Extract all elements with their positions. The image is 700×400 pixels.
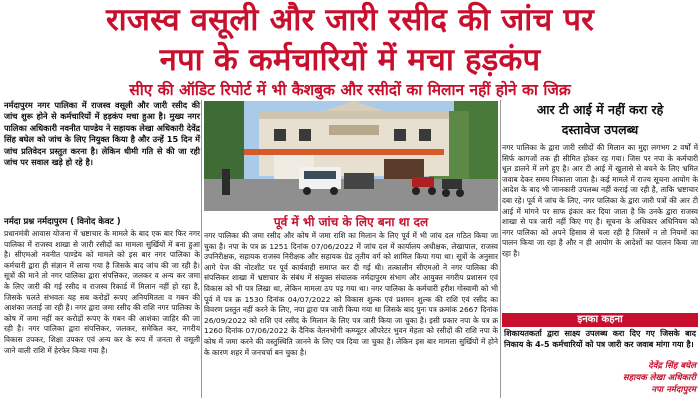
headline-line-1: राजस्व वसूली और जारी रसीद की जांच पर (105, 2, 595, 38)
headline (0, 0, 700, 80)
article-body-left: प्रधानमंत्री आवास योजना में भ्रष्टाचार के मामले के बाद एक बार फिर नगर पालिका में राजस्व शाखा से जारी रसीदों का मामला सुर्खियों में बना हुआ है। सीएमओ नवनीत पाण्डेय को मामले को इस बार नगर पालिका के कर्मचारी द्वारा ही संज्ञान में लाया गया है जिसके बाद जांच की जा रही है। सूत्रों की माने तो नगर पालिका द्वारा संपत्तिकर, जलकर व अन्य कर जमा के लिए जारी की गई रसीद व राजस्व रिकार्ड में मिलान नहीं हो रहा है, जिसके चलते संभवतः यह सब करोड़ों रूपए अनियमितता व गबन की आशंका जताई जा रही है। नगर द्वारा जमा रसीद की राशि नगर पालिका के कोष में जमा नहीं कर करोड़ों रूपए के गबन की आशंका जाहिर की जा रही है। नगर पालिका द्वारा संपत्तिकर, जलकर, समेकित कर, नगरीय विकास उपकर, शिक्षा उपकर एवं अन्य कर के रूप में जनता से वसूली जाने वाली राशि में हेरफेर किया गया है। (4, 229, 200, 355)
rti-section-heading (502, 100, 698, 142)
lead-paragraph: नर्मदापुरम नगर पालिका में राजस्व वसूली और जारी रसीद की जांच शुरू होने से कर्मचारियों में हड़कंप मचा हुआ है। मुख्य नगर पालिका अधिकारी नवनीत पाण्डेय ने सहायक लेखा अधिकारी देवेंद्र सिंह बघेल को जांच के लिए नियुक्त किया है और उन्हें 15 दिन में जांच प्रतिवेदन प्रस्तुत करना है। लेकिन धीमी गति से की जा रही जांच पर सवाल खड़े हो रहे है। (4, 100, 200, 168)
rti-heading-line-2: दस्तावेज उपलब्ध (561, 122, 639, 137)
column-divider-left (201, 100, 202, 398)
article-body-right: नगर पालिका के द्वारा जारी रसीदों की मिलान का मुद्दा लगभग 2 वर्षों में सिर्फ कागजों तक ही सीमित होकर रह गया। जिस पर नपा के कर्मचारी धूल डालने में लगे हुए है। आर टी आई में खुलासे से बचने के लिए भ्रमित जवाब देकर समय निकाला जाता है। कई मामले में राज्य सूचना आयोग के आदेश के बाद भी जानकारी उपलब्ध नहीं कराई जा रही है, ताकि भ्रष्टाचार दबा रहे। पूर्व में जांच के लिए, नगर पालिका के द्वारा जारी पत्रों की आर टी आई में मांगने पर साफ इंकार कर दिया जाता है कि उनके द्वारा राजस्व शाखा से पत्र जारी नहीं किए गए है। सूचना के अधिकार अधिनियम को नगर पालिका को अपने हिसाब से चला रही है जिसमें न तो नियमों का पालन किया जा रहा है और न ही आयोग के आदेशों का पालन किया जा रहा है। (502, 143, 698, 258)
subheadline: सीए की ऑडिट रिपोर्ट में भी कैशबुक और रसीदों का मिलान नहीं होने का जिक्र (129, 81, 571, 99)
official-role: सहायक लेखा अधिकारी (622, 373, 696, 383)
column-divider-right (500, 100, 501, 398)
municipal-building-photo (204, 101, 498, 211)
quote-attribution (560, 360, 696, 398)
official-name: देवेंद्र सिंह बघेल (648, 361, 696, 371)
official-organization: नपा नर्मदापुरम (651, 385, 696, 395)
news-photo (204, 101, 498, 211)
byline: नर्मदा प्रश्न नर्मदापुरम ( विनोद केवट ) (4, 217, 121, 227)
official-quote: शिकायतकर्ता द्वारा साक्ष्य उपलब्ध करा दिए गए जिसके बाद निकाय के 4-5 कर्मचारियों को पत्र जारी कर जवाब मांगा गया है। (504, 329, 696, 349)
rti-heading-line-1: आर टी आई में नहीं करा रहे (536, 102, 664, 117)
previous-inquiry-heading: पूर्व में भी जांच के लिए बना था दल (273, 215, 429, 229)
article-body-middle: नगर पालिका की जमा रसीद और कोष में जमा राशि का मिलान के लिए पूर्व में भी जांच दल गठित किया जा चुका है। नपा के पत्र क्र 1251 दिनांक 07/06/2022 में जांच दल में कार्यालय अधीक्षक, लेखापाल, राजस्व उपनिरीक्षक, सहायक राजस्व निरीक्षक और सहायक ग्रेड तृतीय वर्ग को शामिल किया गया था। सूत्रों के अनुसार आगे पेज की नोटशीट पर पूर्व कार्यवाही समाप्त कर दी गई थी। तत्कालीन सीएमओ ने नगर पालिका की संपत्तिकर शाखा में भ्रष्टाचार के संबंध में संयुक्त संचालक नर्मदापुरम संभाग और आयुक्त नगरीय प्रशासन एवं विकास को भी पत्र लिखा था, लेकिन मामला ठप पड़ गया था। नगर पालिका के कर्मचारी हरीश गोस्वामी को भी पूर्व में पत्र क्र 1530 दिनांक 04/07/2022 को विकास शुल्क एवं प्रशमन शुल्क की राशि एवं रसीद का विवरण प्रस्तुत नहीं करने के लिए, नपा द्वारा पत्र जारी किया गया था जिसके बाद पुनः पत्र क्रमांक 2667 दिनांक 26/09/2022 को राशि एवं रसीद के मिलान के लिए पत्र जारी किया जा चुका है। इसी प्रकार नपा के पत्र क्र 1260 दिनांक 07/06/2022 के दैनिक वेतनभोगी कम्प्यूटर ऑपरेटर भुवन मेहता को रसीदों की राशि नपा के कोष में जमा करने की वस्तुस्थिति जानने के लिए पत्र दिया जा चुका है। लेकिन इस बार मामला सुर्खियों में होने के कारण शहर में जनचर्चा बन चुका है। (204, 231, 498, 357)
statement-box-heading: इनका कहना (502, 313, 698, 327)
headline-line-2: नपा के कर्मचारियों में मचा हड़कंप (159, 42, 541, 78)
